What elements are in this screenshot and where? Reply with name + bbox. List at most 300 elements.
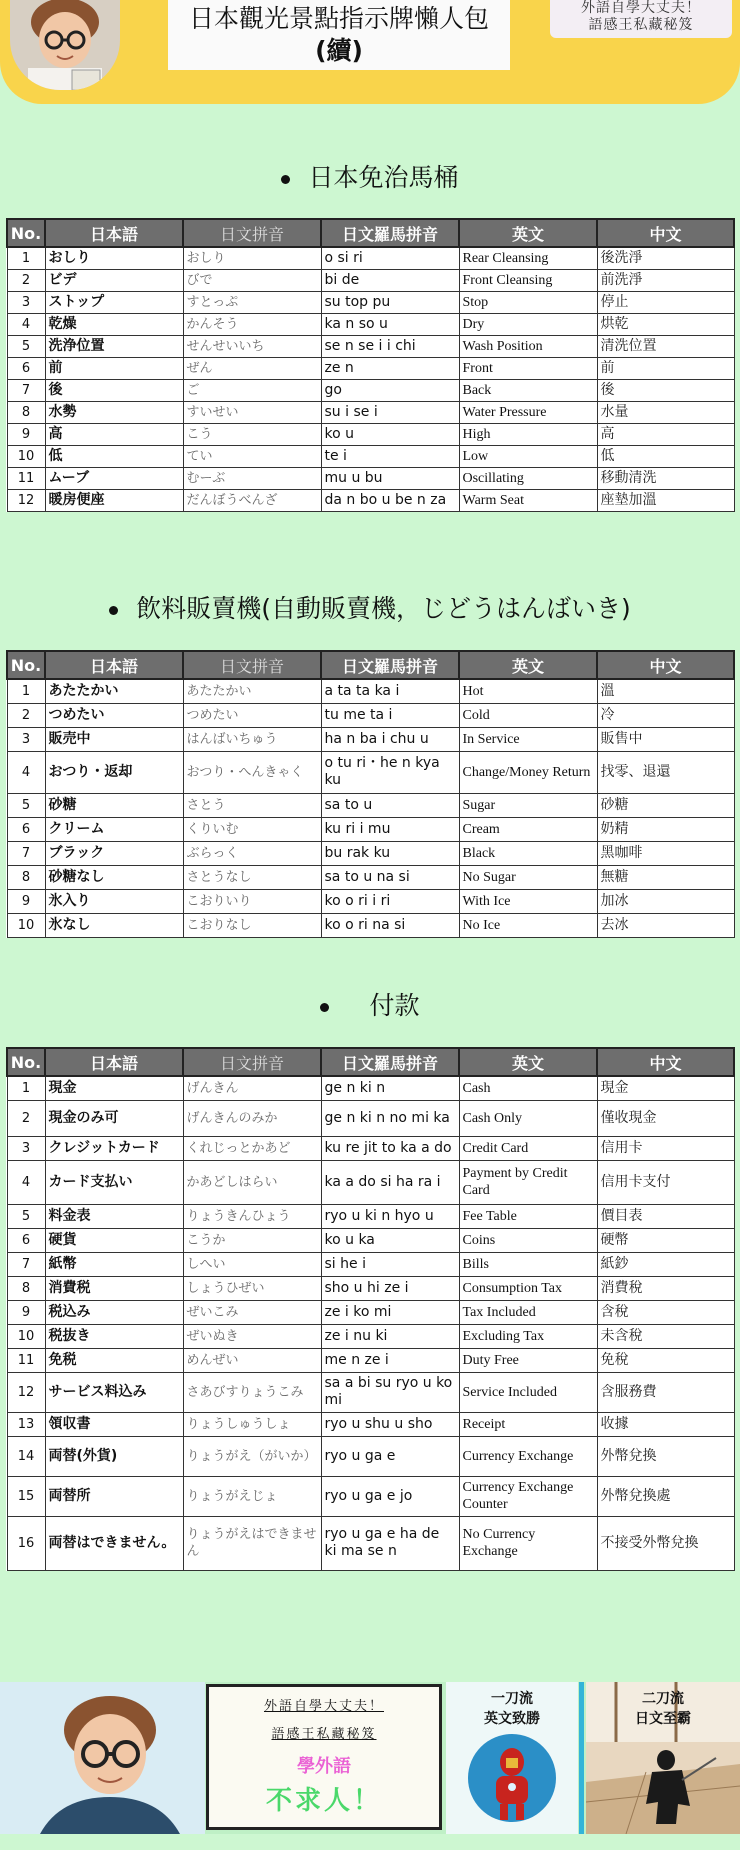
table-row <box>7 269 734 291</box>
kana-cell: さあびすりょうこみ <box>183 1372 321 1412</box>
table-row <box>7 817 734 841</box>
romaji-cell: sho u hi ze i <box>321 1276 459 1300</box>
column-header: 日本語 <box>45 651 183 679</box>
row-number: 9 <box>7 889 45 913</box>
column-header: 日文羅馬拼音 <box>321 219 459 247</box>
row-number: 7 <box>7 1252 45 1276</box>
row-number: 2 <box>7 703 45 727</box>
romaji-cell: ko o ri na si <box>321 913 459 937</box>
japanese-cell: おしり <box>45 247 183 269</box>
avatar <box>10 0 120 90</box>
header-banner <box>0 0 740 104</box>
japanese-cell: 両替(外貨) <box>45 1436 183 1476</box>
english-cell: Dry <box>459 313 597 335</box>
romaji-cell: ka a do si ha ra i <box>321 1160 459 1204</box>
romaji-cell: ze n <box>321 357 459 379</box>
chinese-cell: 水量 <box>597 401 734 423</box>
board-line-1: 外語自學大丈夫！ <box>263 1699 384 1714</box>
row-number: 6 <box>7 357 45 379</box>
chinese-cell: 奶精 <box>597 817 734 841</box>
column-header: 英文 <box>459 651 597 679</box>
table-row <box>7 889 734 913</box>
kana-cell: むーぶ <box>183 467 321 489</box>
chinese-cell: 冷 <box>597 703 734 727</box>
english-cell: Low <box>459 445 597 467</box>
chinese-cell: 含稅 <box>597 1300 734 1324</box>
slogan-line-2: 語感王私藏秘笈 <box>588 17 694 33</box>
kana-cell: ぜいこみ <box>183 1300 321 1324</box>
kana-cell: さとう <box>183 793 321 817</box>
row-number: 8 <box>7 401 45 423</box>
column-header: 日文羅馬拼音 <box>321 651 459 679</box>
table-row <box>7 1204 734 1228</box>
bullet-icon <box>281 175 290 184</box>
japanese-cell: あたたかい <box>45 679 183 703</box>
slogan-badge <box>550 0 732 38</box>
romaji-cell: ge n ki n <box>321 1076 459 1100</box>
japanese-cell: 砂糖なし <box>45 865 183 889</box>
row-number: 11 <box>7 467 45 489</box>
chinese-cell: 僅收現金 <box>597 1100 734 1136</box>
row-number: 7 <box>7 841 45 865</box>
column-header: 日本語 <box>45 219 183 247</box>
japanese-cell: 砂糖 <box>45 793 183 817</box>
row-number: 4 <box>7 313 45 335</box>
kana-cell: びで <box>183 269 321 291</box>
column-header: 中文 <box>597 651 734 679</box>
kana-cell: しへい <box>183 1252 321 1276</box>
table-row <box>7 865 734 889</box>
column-header: 英文 <box>459 1048 597 1076</box>
kana-cell: ぜいぬき <box>183 1324 321 1348</box>
row-number: 3 <box>7 727 45 751</box>
row-number: 12 <box>7 1372 45 1412</box>
table-header-row <box>7 219 734 247</box>
row-number: 4 <box>7 1160 45 1204</box>
english-cell: Currency Exchange Counter <box>459 1476 597 1516</box>
table-row <box>7 913 734 937</box>
english-cell: With Ice <box>459 889 597 913</box>
column-header: No. <box>7 651 45 679</box>
kana-cell: せんせいいち <box>183 335 321 357</box>
table-row <box>7 1372 734 1412</box>
japanese-card-line-1: 二刀流 <box>642 1691 684 1707</box>
slogan-board <box>206 1684 442 1830</box>
kana-cell: りょうきんひょう <box>183 1204 321 1228</box>
japanese-cell: 後 <box>45 379 183 401</box>
romaji-cell: da n bo u be n za <box>321 489 459 511</box>
row-number: 6 <box>7 1228 45 1252</box>
kana-cell: ぜん <box>183 357 321 379</box>
kana-cell: さとうなし <box>183 865 321 889</box>
table-row <box>7 703 734 727</box>
english-cell: Duty Free <box>459 1348 597 1372</box>
romaji-cell: ge n ki n no mi ka <box>321 1100 459 1136</box>
kana-cell: りょうしゅうしょ <box>183 1412 321 1436</box>
chinese-cell: 未含稅 <box>597 1324 734 1348</box>
chinese-cell: 後 <box>597 379 734 401</box>
kana-cell: だんぼうべんざ <box>183 489 321 511</box>
japanese-cell: ストップ <box>45 291 183 313</box>
chinese-cell: 停止 <box>597 291 734 313</box>
english-cell: Credit Card <box>459 1136 597 1160</box>
table-row <box>7 679 734 703</box>
row-number: 4 <box>7 751 45 793</box>
english-cell: Receipt <box>459 1412 597 1436</box>
english-cell: In Service <box>459 727 597 751</box>
table-header-row <box>7 1048 734 1076</box>
japanese-cell: 前 <box>45 357 183 379</box>
english-cell: Consumption Tax <box>459 1276 597 1300</box>
row-number: 13 <box>7 1412 45 1436</box>
chinese-cell: 含服務費 <box>597 1372 734 1412</box>
table-row <box>7 1412 734 1436</box>
romaji-cell: ku ri i mu <box>321 817 459 841</box>
kana-cell: りょうがえじょ <box>183 1476 321 1516</box>
column-header: 英文 <box>459 219 597 247</box>
romaji-cell: a ta ta ka i <box>321 679 459 703</box>
japanese-cell: 料金表 <box>45 1204 183 1228</box>
row-number: 2 <box>7 269 45 291</box>
section-title-text: 付款 <box>369 991 420 1020</box>
row-number: 5 <box>7 1204 45 1228</box>
japanese-cell: 低 <box>45 445 183 467</box>
english-cell: Cash Only <box>459 1100 597 1136</box>
romaji-cell: ko u <box>321 423 459 445</box>
english-cell: Excluding Tax <box>459 1324 597 1348</box>
bullet-icon <box>320 1003 329 1012</box>
romaji-cell: sa to u na si <box>321 865 459 889</box>
column-header: 日文羅馬拼音 <box>321 1048 459 1076</box>
romaji-cell: te i <box>321 445 459 467</box>
english-cell: Wash Position <box>459 335 597 357</box>
table-row <box>7 445 734 467</box>
japanese-cell: 消費税 <box>45 1276 183 1300</box>
chinese-cell: 清洗位置 <box>597 335 734 357</box>
kana-cell: すいせい <box>183 401 321 423</box>
english-card-line-2: 英文致勝 <box>484 1711 540 1727</box>
romaji-cell: ze i nu ki <box>321 1324 459 1348</box>
japanese-cell: 氷なし <box>45 913 183 937</box>
chinese-cell: 販售中 <box>597 727 734 751</box>
table-row <box>7 1100 734 1136</box>
kana-cell: すとっぷ <box>183 291 321 313</box>
toilet-table <box>6 218 735 512</box>
english-cell: Tax Included <box>459 1300 597 1324</box>
japanese-cell: 領収書 <box>45 1412 183 1436</box>
romaji-cell: ko o ri i ri <box>321 889 459 913</box>
japanese-cell: 洗浄位置 <box>45 335 183 357</box>
japanese-cell: ムーブ <box>45 467 183 489</box>
footer-divider <box>579 1682 584 1834</box>
kana-cell: ご <box>183 379 321 401</box>
board-line-2: 語感王私藏秘笈 <box>271 1727 377 1742</box>
table-row <box>7 1228 734 1252</box>
romaji-cell: ka n so u <box>321 313 459 335</box>
chinese-cell: 信用卡支付 <box>597 1160 734 1204</box>
english-cell: Black <box>459 841 597 865</box>
english-card-line-1: 一刀流 <box>491 1691 533 1707</box>
japanese-cell: サービス料込み <box>45 1372 183 1412</box>
table-row <box>7 1348 734 1372</box>
english-cell: Water Pressure <box>459 401 597 423</box>
japanese-cell: 免税 <box>45 1348 183 1372</box>
chinese-cell: 無糖 <box>597 865 734 889</box>
kana-cell: はんばいちゅう <box>183 727 321 751</box>
chinese-cell: 低 <box>597 445 734 467</box>
row-number: 16 <box>7 1516 45 1570</box>
table-row <box>7 1324 734 1348</box>
row-number: 8 <box>7 865 45 889</box>
table-row <box>7 313 734 335</box>
row-number: 10 <box>7 1324 45 1348</box>
romaji-cell: ze i ko mi <box>321 1300 459 1324</box>
japanese-cell: つめたい <box>45 703 183 727</box>
payment-table <box>6 1047 735 1571</box>
japanese-cell: 現金のみ可 <box>45 1100 183 1136</box>
row-number: 8 <box>7 1276 45 1300</box>
japanese-cell: 高 <box>45 423 183 445</box>
japanese-cell: 紙幣 <box>45 1252 183 1276</box>
romaji-cell: ryo u shu u sho <box>321 1412 459 1436</box>
section-title-text: 飲料販賣機(自動販賣機，じどうはんばいき) <box>136 594 631 623</box>
table-row <box>7 467 734 489</box>
table-row <box>7 1436 734 1476</box>
table-row <box>7 751 734 793</box>
japanese-cell: 氷入り <box>45 889 183 913</box>
row-number: 10 <box>7 913 45 937</box>
table-row <box>7 247 734 269</box>
kana-cell: おつり・へんきゃく <box>183 751 321 793</box>
row-number: 1 <box>7 247 45 269</box>
romaji-cell: o tu ri・he n kya ku <box>321 751 459 793</box>
kana-cell: おしり <box>183 247 321 269</box>
japanese-cell: おつり・返却 <box>45 751 183 793</box>
english-cell: Hot <box>459 679 597 703</box>
table-row <box>7 291 734 313</box>
bullet-icon <box>109 606 118 615</box>
english-cell: Cold <box>459 703 597 727</box>
chinese-cell: 外幣兌換處 <box>597 1476 734 1516</box>
table-row <box>7 401 734 423</box>
column-header: 中文 <box>597 1048 734 1076</box>
footer-avatar <box>0 1682 205 1834</box>
japanese-cell: 販売中 <box>45 727 183 751</box>
english-cell: No Sugar <box>459 865 597 889</box>
column-header: No. <box>7 219 45 247</box>
japanese-cell: 税込み <box>45 1300 183 1324</box>
romaji-cell: o si ri <box>321 247 459 269</box>
table-row <box>7 1136 734 1160</box>
kana-cell: あたたかい <box>183 679 321 703</box>
chinese-cell: 硬幣 <box>597 1228 734 1252</box>
row-number: 5 <box>7 335 45 357</box>
romaji-cell: si he i <box>321 1252 459 1276</box>
section-title-payment <box>0 988 740 1024</box>
english-card <box>446 1682 578 1834</box>
english-cell: Stop <box>459 291 597 313</box>
english-cell: Warm Seat <box>459 489 597 511</box>
english-cell: Change/Money Return <box>459 751 597 793</box>
row-number: 11 <box>7 1348 45 1372</box>
japanese-cell: 暖房便座 <box>45 489 183 511</box>
english-cell: Sugar <box>459 793 597 817</box>
footer-banner <box>0 1682 740 1834</box>
romaji-cell: se n se i i chi <box>321 335 459 357</box>
table-row <box>7 1076 734 1100</box>
row-number: 7 <box>7 379 45 401</box>
column-header: 日文拼音 <box>183 219 321 247</box>
chinese-cell: 高 <box>597 423 734 445</box>
chinese-cell: 砂糖 <box>597 793 734 817</box>
japanese-cell: ビデ <box>45 269 183 291</box>
chinese-cell: 外幣兌換 <box>597 1436 734 1476</box>
kana-cell: くれじっとかあど <box>183 1136 321 1160</box>
section-title-toilet <box>0 160 740 196</box>
romaji-cell: ku re jit to ka a do <box>321 1136 459 1160</box>
japanese-cell: 硬貨 <box>45 1228 183 1252</box>
title-line-1: 日本觀光景點指示牌懶人包 <box>188 4 489 33</box>
japanese-cell: 両替所 <box>45 1476 183 1516</box>
japanese-cell: ブラック <box>45 841 183 865</box>
table-row <box>7 841 734 865</box>
english-cell: Payment by Credit Card <box>459 1160 597 1204</box>
chinese-cell: 黑咖啡 <box>597 841 734 865</box>
board-line-3: 學外語 <box>297 1756 351 1777</box>
board-line-4: 不求人！ <box>265 1786 382 1816</box>
romaji-cell: bi de <box>321 269 459 291</box>
row-number: 9 <box>7 423 45 445</box>
romaji-cell: tu me ta i <box>321 703 459 727</box>
romaji-cell: su top pu <box>321 291 459 313</box>
japanese-cell: 現金 <box>45 1076 183 1100</box>
english-cell: Front Cleansing <box>459 269 597 291</box>
chinese-cell: 座墊加溫 <box>597 489 734 511</box>
chinese-cell: 紙鈔 <box>597 1252 734 1276</box>
column-header: 日文拼音 <box>183 1048 321 1076</box>
row-number: 1 <box>7 679 45 703</box>
table-row <box>7 335 734 357</box>
japanese-cell: クリーム <box>45 817 183 841</box>
row-number: 12 <box>7 489 45 511</box>
row-number: 2 <box>7 1100 45 1136</box>
table-row <box>7 1160 734 1204</box>
romaji-cell: sa a bi su ryo u ko mi <box>321 1372 459 1412</box>
row-number: 3 <box>7 291 45 313</box>
kana-cell: げんきん <box>183 1076 321 1100</box>
chinese-cell: 免稅 <box>597 1348 734 1372</box>
kana-cell: こうか <box>183 1228 321 1252</box>
romaji-cell: go <box>321 379 459 401</box>
table-row <box>7 727 734 751</box>
row-number: 5 <box>7 793 45 817</box>
english-cell: High <box>459 423 597 445</box>
table-row <box>7 489 734 511</box>
row-number: 3 <box>7 1136 45 1160</box>
english-cell: Currency Exchange <box>459 1436 597 1476</box>
table-row <box>7 1476 734 1516</box>
row-number: 14 <box>7 1436 45 1476</box>
chinese-cell: 現金 <box>597 1076 734 1100</box>
table-header-row <box>7 651 734 679</box>
romaji-cell: me n ze i <box>321 1348 459 1372</box>
japanese-cell: 乾燥 <box>45 313 183 335</box>
chinese-cell: 消費稅 <box>597 1276 734 1300</box>
english-cell: Service Included <box>459 1372 597 1412</box>
chinese-cell: 價目表 <box>597 1204 734 1228</box>
column-header: 中文 <box>597 219 734 247</box>
table-row <box>7 1300 734 1324</box>
kana-cell: こおりいり <box>183 889 321 913</box>
table-row <box>7 1252 734 1276</box>
japanese-card-line-2: 日文至霸 <box>635 1711 691 1727</box>
chinese-cell: 後洗淨 <box>597 247 734 269</box>
kana-cell: げんきんのみか <box>183 1100 321 1136</box>
column-header: 日文拼音 <box>183 651 321 679</box>
page-title <box>168 0 510 70</box>
english-cell: Back <box>459 379 597 401</box>
ironman-icon <box>466 1732 558 1824</box>
english-cell: Rear Cleansing <box>459 247 597 269</box>
chinese-cell: 烘乾 <box>597 313 734 335</box>
kana-cell: てい <box>183 445 321 467</box>
chinese-cell: 去冰 <box>597 913 734 937</box>
row-number: 6 <box>7 817 45 841</box>
kana-cell: こおりなし <box>183 913 321 937</box>
kana-cell: りょうがえはできません <box>183 1516 321 1570</box>
chinese-cell: 不接受外幣兌換 <box>597 1516 734 1570</box>
chinese-cell: 前洗淨 <box>597 269 734 291</box>
romaji-cell: ryo u ga e <box>321 1436 459 1476</box>
english-cell: Bills <box>459 1252 597 1276</box>
romaji-cell: bu rak ku <box>321 841 459 865</box>
kana-cell: ぶらっく <box>183 841 321 865</box>
romaji-cell: ha n ba i chu u <box>321 727 459 751</box>
japanese-cell: 両替はできません。 <box>45 1516 183 1570</box>
romaji-cell: ryo u ga e ha de ki ma se n <box>321 1516 459 1570</box>
chinese-cell: 找零、退還 <box>597 751 734 793</box>
chinese-cell: 信用卡 <box>597 1136 734 1160</box>
english-cell: Coins <box>459 1228 597 1252</box>
romaji-cell: sa to u <box>321 793 459 817</box>
table-row <box>7 1516 734 1570</box>
english-cell: Cream <box>459 817 597 841</box>
chinese-cell: 加冰 <box>597 889 734 913</box>
table-row <box>7 1276 734 1300</box>
column-header: No. <box>7 1048 45 1076</box>
japanese-card <box>586 1682 740 1834</box>
romaji-cell: mu u bu <box>321 467 459 489</box>
row-number: 9 <box>7 1300 45 1324</box>
kana-cell: かんそう <box>183 313 321 335</box>
kana-cell: かあどしはらい <box>183 1160 321 1204</box>
row-number: 10 <box>7 445 45 467</box>
english-cell: Cash <box>459 1076 597 1100</box>
section-title-text: 日本免治馬桶 <box>308 163 459 192</box>
romaji-cell: ryo u ki n hyo u <box>321 1204 459 1228</box>
romaji-cell: ko u ka <box>321 1228 459 1252</box>
chinese-cell: 收據 <box>597 1412 734 1436</box>
table-row <box>7 379 734 401</box>
kana-cell: りょうがえ（がいか） <box>183 1436 321 1476</box>
english-cell: No Ice <box>459 913 597 937</box>
slogan-line-1: 外語自學大丈夫！ <box>581 0 701 16</box>
table-row <box>7 423 734 445</box>
kana-cell: つめたい <box>183 703 321 727</box>
japanese-cell: カード支払い <box>45 1160 183 1204</box>
chinese-cell: 溫 <box>597 679 734 703</box>
japanese-cell: クレジットカード <box>45 1136 183 1160</box>
